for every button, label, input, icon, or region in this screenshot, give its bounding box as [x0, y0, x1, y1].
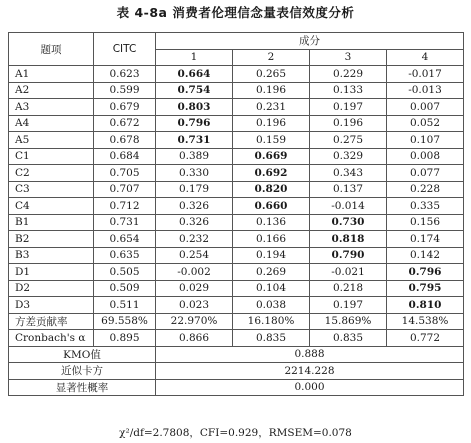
row-label: A2: [9, 82, 94, 99]
row-label: A3: [9, 99, 94, 116]
row-factor-2: 0.660: [233, 198, 310, 215]
row-label: A5: [9, 132, 94, 149]
row-factor-1: 0.023: [156, 297, 233, 314]
row-citc: 0.712: [94, 198, 156, 215]
row-factor-4: 0.142: [387, 247, 464, 264]
table-row: [9, 181, 464, 198]
row-factor-3: 0.229: [310, 66, 387, 83]
alpha-f4: 0.772: [387, 330, 464, 347]
row-factor-3: 0.275: [310, 132, 387, 149]
row-citc: 0.635: [94, 247, 156, 264]
table-row: [9, 99, 464, 116]
row-factor-3: 0.197: [310, 99, 387, 116]
chisq-row: [9, 363, 464, 380]
row-factor-1: 0.664: [156, 66, 233, 83]
fit-indices-footnote: χ²/df=2.7808，CFI=0.929，RMSEM=0.078: [119, 427, 352, 439]
row-factor-1: 0.330: [156, 165, 233, 182]
row-factor-4: 0.156: [387, 214, 464, 231]
row-citc: 0.731: [94, 214, 156, 231]
row-label: C2: [9, 165, 94, 182]
table-row: [9, 214, 464, 231]
row-factor-3: 0.133: [310, 82, 387, 99]
table-row: [9, 297, 464, 314]
row-citc: 0.705: [94, 165, 156, 182]
variance-f4: 14.538%: [387, 313, 464, 330]
row-factor-3: -0.021: [310, 264, 387, 281]
row-factor-4: 0.077: [387, 165, 464, 182]
row-factor-1: 0.232: [156, 231, 233, 248]
header-factor-3: 3: [310, 49, 387, 66]
alpha-label: Cronbach's α: [9, 330, 94, 347]
row-factor-3: -0.014: [310, 198, 387, 215]
header-factor-4: 4: [387, 49, 464, 66]
row-factor-1: 0.389: [156, 148, 233, 165]
row-factor-2: 0.104: [233, 280, 310, 297]
row-factor-1: 0.326: [156, 214, 233, 231]
row-factor-3: 0.818: [310, 231, 387, 248]
row-factor-1: 0.179: [156, 181, 233, 198]
table-row: [9, 148, 464, 165]
row-factor-1: 0.029: [156, 280, 233, 297]
table-row: [9, 264, 464, 281]
row-factor-2: 0.692: [233, 165, 310, 182]
row-label: D2: [9, 280, 94, 297]
alpha-f2: 0.835: [233, 330, 310, 347]
table-row: [9, 115, 464, 132]
row-factor-4: 0.795: [387, 280, 464, 297]
variance-f1: 22.970%: [156, 313, 233, 330]
table-row: [9, 231, 464, 248]
row-factor-4: 0.052: [387, 115, 464, 132]
row-factor-2: 0.231: [233, 99, 310, 116]
header-factor-1: 1: [156, 49, 233, 66]
row-citc: 0.511: [94, 297, 156, 314]
header-row-1: [9, 33, 464, 50]
alpha-f3: 0.835: [310, 330, 387, 347]
row-factor-4: 0.796: [387, 264, 464, 281]
row-factor-2: 0.269: [233, 264, 310, 281]
row-citc: 0.679: [94, 99, 156, 116]
sig-label: 显著性概率: [9, 379, 156, 396]
row-factor-4: 0.007: [387, 99, 464, 116]
table-row: [9, 165, 464, 182]
header-factors: 成分: [156, 33, 464, 50]
variance-f2: 16.180%: [233, 313, 310, 330]
row-label: D3: [9, 297, 94, 314]
chisq-label: 近似卡方: [9, 363, 156, 380]
row-citc: 0.707: [94, 181, 156, 198]
row-factor-3: 0.218: [310, 280, 387, 297]
header-citc: CITC: [94, 33, 156, 66]
row-citc: 0.684: [94, 148, 156, 165]
row-citc: 0.509: [94, 280, 156, 297]
row-factor-4: 0.008: [387, 148, 464, 165]
row-citc: 0.678: [94, 132, 156, 149]
row-citc: 0.623: [94, 66, 156, 83]
row-factor-3: 0.196: [310, 115, 387, 132]
row-factor-1: 0.731: [156, 132, 233, 149]
table-row: [9, 198, 464, 215]
table-row: [9, 247, 464, 264]
row-citc: 0.672: [94, 115, 156, 132]
sig-row: [9, 379, 464, 396]
sig-value: 0.000: [156, 379, 464, 396]
row-factor-2: 0.194: [233, 247, 310, 264]
table-title: 表 4-8a 消费者伦理信念量表信效度分析: [116, 5, 355, 20]
header-item: 题项: [9, 33, 94, 66]
variance-label: 方差贡献率: [9, 313, 94, 330]
alpha-f1: 0.866: [156, 330, 233, 347]
row-label: B3: [9, 247, 94, 264]
variance-citc: 69.558%: [94, 313, 156, 330]
row-factor-1: 0.326: [156, 198, 233, 215]
variance-f3: 15.869%: [310, 313, 387, 330]
row-factor-2: 0.669: [233, 148, 310, 165]
row-factor-2: 0.196: [233, 115, 310, 132]
table-row: [9, 66, 464, 83]
kmo-label: KMO值: [9, 346, 156, 363]
row-factor-3: 0.197: [310, 297, 387, 314]
variance-row: [9, 313, 464, 330]
row-factor-4: 0.174: [387, 231, 464, 248]
row-factor-2: 0.136: [233, 214, 310, 231]
row-label: A4: [9, 115, 94, 132]
table-row: [9, 132, 464, 149]
row-citc: 0.505: [94, 264, 156, 281]
row-factor-3: 0.343: [310, 165, 387, 182]
row-factor-2: 0.038: [233, 297, 310, 314]
row-factor-3: 0.730: [310, 214, 387, 231]
row-label: B1: [9, 214, 94, 231]
row-factor-2: 0.159: [233, 132, 310, 149]
row-factor-4: 0.335: [387, 198, 464, 215]
row-factor-4: -0.017: [387, 66, 464, 83]
row-factor-4: 0.810: [387, 297, 464, 314]
row-label: C4: [9, 198, 94, 215]
row-factor-4: 0.107: [387, 132, 464, 149]
kmo-row: [9, 346, 464, 363]
row-label: C1: [9, 148, 94, 165]
row-factor-1: 0.754: [156, 82, 233, 99]
table-row: [9, 82, 464, 99]
reliability-validity-table: [8, 32, 464, 396]
row-label: C3: [9, 181, 94, 198]
row-factor-4: -0.013: [387, 82, 464, 99]
row-label: A1: [9, 66, 94, 83]
row-factor-3: 0.329: [310, 148, 387, 165]
row-label: B2: [9, 231, 94, 248]
alpha-citc: 0.895: [94, 330, 156, 347]
row-factor-2: 0.196: [233, 82, 310, 99]
row-label: D1: [9, 264, 94, 281]
chisq-value: 2214.228: [156, 363, 464, 380]
row-citc: 0.654: [94, 231, 156, 248]
row-factor-3: 0.137: [310, 181, 387, 198]
header-factor-2: 2: [233, 49, 310, 66]
row-factor-2: 0.265: [233, 66, 310, 83]
row-factor-1: 0.796: [156, 115, 233, 132]
row-factor-1: 0.803: [156, 99, 233, 116]
row-factor-1: 0.254: [156, 247, 233, 264]
table-row: [9, 280, 464, 297]
row-factor-4: 0.228: [387, 181, 464, 198]
row-citc: 0.599: [94, 82, 156, 99]
row-factor-2: 0.166: [233, 231, 310, 248]
row-factor-2: 0.820: [233, 181, 310, 198]
row-factor-3: 0.790: [310, 247, 387, 264]
alpha-row: [9, 330, 464, 347]
row-factor-1: -0.002: [156, 264, 233, 281]
kmo-value: 0.888: [156, 346, 464, 363]
